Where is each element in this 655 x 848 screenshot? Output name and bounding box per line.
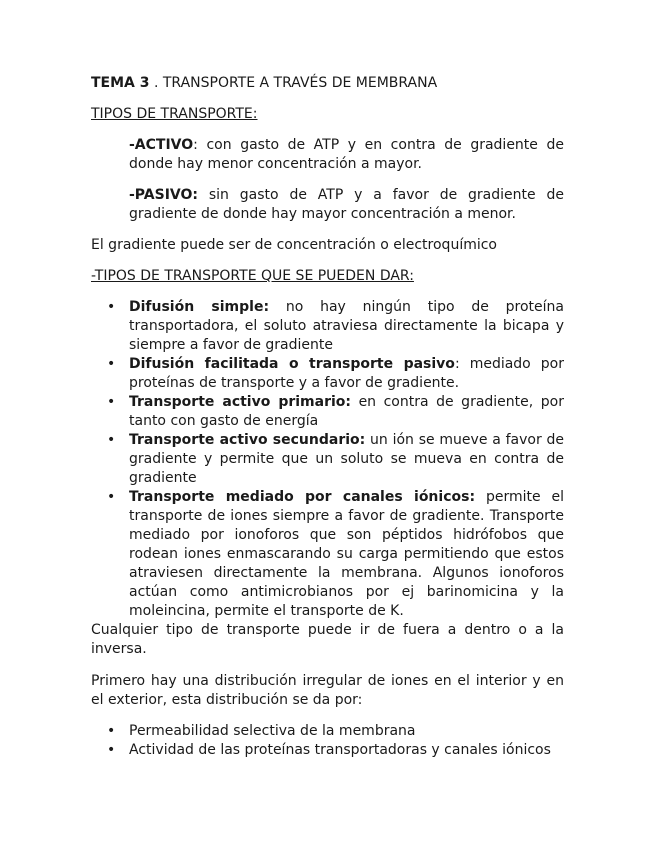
list-item-term: Transporte activo primario: (129, 394, 352, 410)
bullet-icon: • (107, 356, 116, 372)
bullet-icon: • (107, 432, 116, 448)
list-item-term: Transporte mediado por canales iónicos: (129, 489, 476, 505)
document-page (91, 74, 564, 760)
list-item (91, 298, 564, 355)
list-item (91, 355, 564, 393)
document-title (91, 74, 564, 93)
type-item-active (129, 136, 564, 174)
list-item-text: Permeabilidad selectiva de la membrana (129, 723, 416, 739)
type-item-active-label: -ACTIVO (129, 137, 194, 153)
bullet-icon: • (107, 299, 116, 315)
section-heading-types-text: TIPOS DE TRANSPORTE: (91, 106, 258, 122)
list-item (91, 488, 564, 621)
list-item-text: Actividad de las proteínas transportadoras y canales iónicos (129, 742, 551, 758)
list-item-text: un ión se mueve a favor de gradiente y permite que un soluto se mueva en contra de gradiente (129, 432, 564, 486)
list-item-term: Difusión simple: (129, 299, 270, 315)
transport-kinds-list (91, 298, 564, 621)
list-item (91, 393, 564, 431)
list-item-term: Transporte activo secundario: (129, 432, 366, 448)
list-item-term: Difusión facilitada o transporte pasivo (129, 356, 455, 372)
distribution-causes-list (91, 722, 564, 760)
type-item-passive-text: sin gasto de ATP y a favor de gradiente de gradiente de donde hay mayor concentración a menor. (129, 187, 564, 222)
paragraph-direction: Cualquier tipo de transporte puede ir de fuera a dentro o a la inversa. (91, 622, 564, 657)
type-item-active-text: : con gasto de ATP y en contra de gradiente de donde hay menor concentración a mayor. (129, 137, 564, 172)
title-text: . TRANSPORTE A TRAVÉS DE MEMBRANA (149, 75, 438, 91)
bullet-icon: • (107, 489, 116, 505)
section-heading-transport-kinds-text: -TIPOS DE TRANSPORTE QUE SE PUEDEN DAR: (91, 268, 414, 284)
bullet-icon: • (107, 742, 116, 758)
list-item (91, 431, 564, 488)
gradient-note: El gradiente puede ser de concentración o electroquímico (91, 237, 497, 253)
paragraph-distribution: Primero hay una distribución irregular de iones en el interior y en el exterior, esta distribución se da por: (91, 673, 564, 708)
list-item-text: no hay ningún tipo de proteína transportadora, el soluto atraviesa directamente la bicapa y siempre a favor de gradiente (129, 299, 564, 353)
type-item-passive (129, 186, 564, 224)
bullet-icon: • (107, 394, 116, 410)
list-item (91, 722, 564, 741)
bullet-icon: • (107, 723, 116, 739)
section-heading-types (91, 105, 564, 124)
list-item-text: permite el transporte de iones siempre a favor de gradiente. Transporte mediado por ionoforos que son péptidos hidrófobos que rodean iones enmascarando su carga permitiendo que estos atraviesen directamente la membrana. Algunos ionoforos actúan como antimicrobianos por ej barinomicina y la moleincina, permite el transporte de K. (129, 489, 564, 619)
type-item-passive-label: -PASIVO: (129, 187, 199, 203)
list-item-text: en contra de gradiente, por tanto con gasto de energía (129, 394, 564, 429)
title-topic: TEMA 3 (91, 75, 150, 91)
section-heading-transport-kinds (91, 267, 564, 286)
list-item-text: : mediado por proteínas de transporte y a favor de gradiente. (129, 356, 564, 391)
list-item (91, 741, 564, 760)
